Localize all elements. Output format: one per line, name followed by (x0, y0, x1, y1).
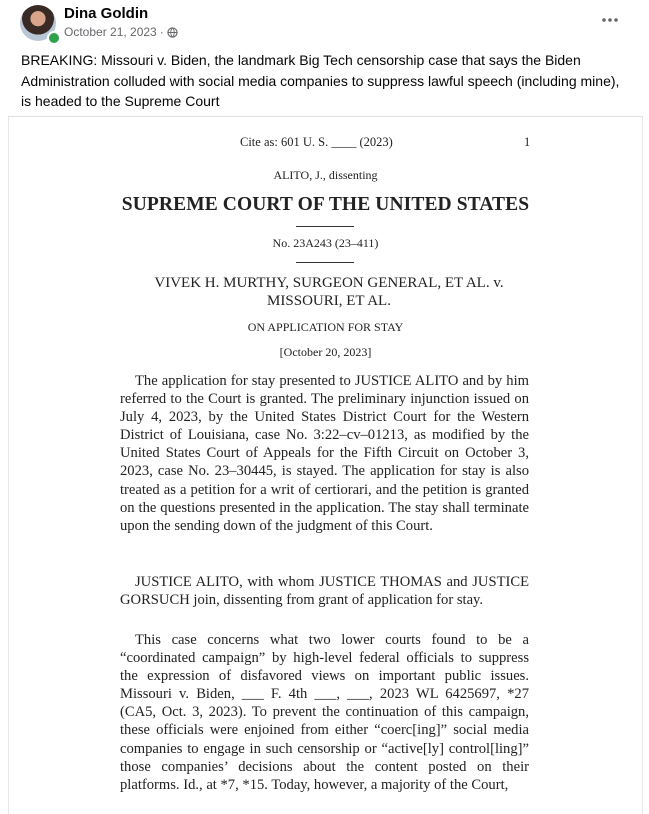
meta-separator: · (159, 25, 164, 39)
court-title: SUPREME COURT OF THE UNITED STATES (121, 194, 530, 215)
online-status-dot (47, 31, 61, 45)
decision-date: [October 20, 2023] (279, 345, 372, 359)
case-name: VIVEK H. MURTHY, SURGEON GENERAL, ET AL. v. MISSOURI, ET AL. (154, 275, 504, 309)
paragraph-dissent-body-text: This case concerns what two lower courts found to be a “coordinated campaign” by high-level federal officials to suppress the expression of disfavored views on important public issues. Missouri v. Biden, ___ F. 4th ___, ___, 2023 WL 6425697, *27 (CA5, Oct. 3, 2023). To prevent the continuation of this campaign, these officials were enjoined from either “coerc[ing]” social media companies to engage in such censorship or “active[ly] control[ling]” those companies’ decisions about the content posted on their platforms. Id., at *7, *15. Today, however, a majority of the Court, (120, 632, 529, 793)
paragraph-dissent-body (120, 631, 529, 794)
paragraph-order-text: The application for stay presented to JUSTICE ALITO and by him referred to the Court is granted. The preliminary injunction issued on July 4, 2023, by the United States District Court for the Western District of Louisiana, case No. 3:22–cv–01213, as modified by the United States Court of Appeals for the Fifth Circuit on October 3, 2023, case No. 23–30445, is stayed. The application for stay is also treated as a petition for a writ of certiorari, and the petition is granted on the questions presented in the application. The stay shall terminate upon the sending down of the judgment of this Court. (120, 373, 529, 534)
post-meta (64, 25, 178, 39)
post-text: BREAKING: Missouri v. Biden, the landmark Big Tech censorship case that says the Biden Administration colluded with social media companies to suppress lawful speech (including mine), is headed to the Supreme Court (21, 52, 620, 109)
divider-bottom (296, 262, 354, 263)
dissent-line: ALITO, J., dissenting (273, 168, 378, 182)
post-header (0, 0, 649, 46)
attached-document-image[interactable] (8, 116, 643, 814)
paragraph-dissent-intro (120, 573, 529, 609)
divider-top (296, 226, 354, 227)
page-number: 1 (524, 135, 531, 149)
post-date[interactable]: October 21, 2023 (64, 25, 157, 39)
more-icon (600, 17, 620, 23)
citation: Cite as: 601 U. S. ____ (2023) (240, 135, 393, 149)
application-heading: ON APPLICATION FOR STAY (247, 320, 404, 334)
more-options-button[interactable] (598, 8, 622, 32)
globe-icon (167, 27, 178, 38)
docket-number: No. 23A243 (23–411) (272, 236, 379, 250)
author-name[interactable]: Dina Goldin (64, 5, 149, 22)
paragraph-order (120, 372, 529, 535)
paragraph-dissent-intro-text: JUSTICE ALITO, with whom JUSTICE THOMAS and JUSTICE GORSUCH join, dissenting from grant of application for stay. (120, 574, 529, 609)
